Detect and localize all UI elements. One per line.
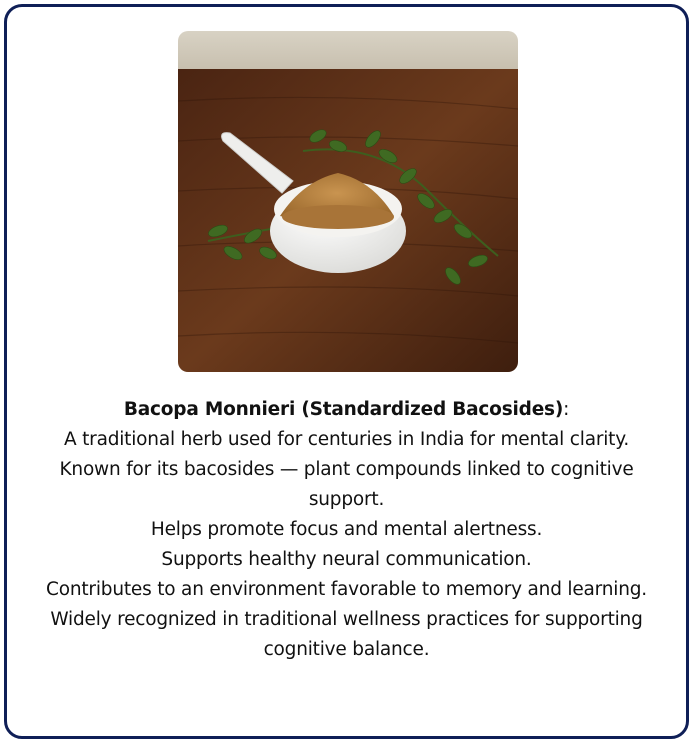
bacopa-product-image [178, 31, 518, 372]
product-card [4, 4, 689, 739]
description-line-1: A traditional herb used for centuries in India for mental clarity. [63, 429, 630, 450]
description-line-3: Helps promote focus and mental alertness. [150, 519, 543, 540]
description-line-5: Contributes to an environment favorable to memory and learning. [46, 579, 647, 600]
product-description [21, 395, 672, 665]
product-title-line [21, 395, 672, 425]
product-title: Bacopa Monnieri (Standardized Bacosides) [123, 399, 564, 420]
description-line-6: Widely recognized in traditional wellness practices for supporting cognitive balance. [50, 609, 643, 660]
description-line-4: Supports healthy neural communication. [161, 549, 532, 570]
description-line-2: Known for its bacosides — plant compounds linked to cognitive support. [59, 459, 634, 510]
title-colon: : [563, 399, 570, 420]
